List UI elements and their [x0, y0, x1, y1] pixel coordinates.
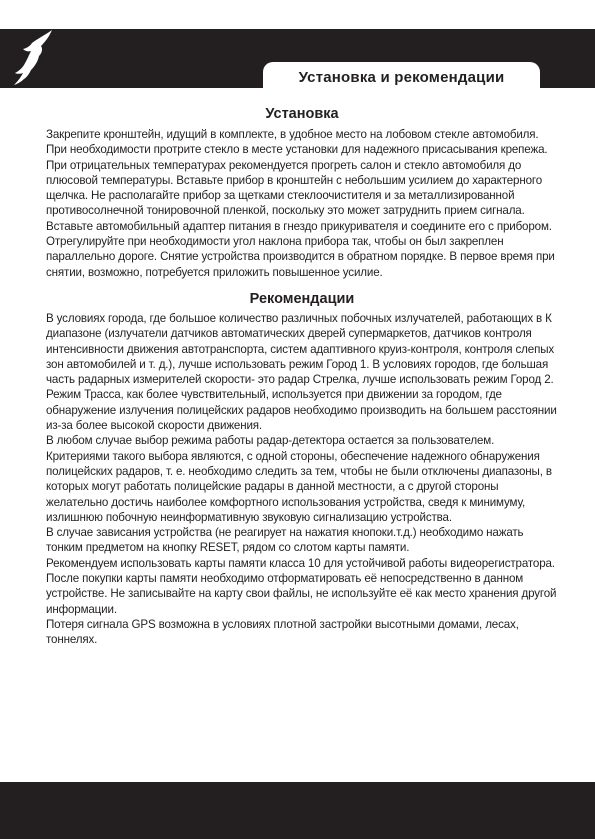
section-title-installation: Установка: [265, 106, 339, 122]
footer-band: [0, 782, 595, 839]
installation-paragraph: Закрепите кронштейн, идущий в комплекте, в удобное место на лобовом стекле автомобиля. При необходимости протрите стекло в месте установки для надежного присасывания крепежа. При отрицательных температурах рекомендуется прогреть салон и стекло автомобиля до плюсовой температуры. Вставьте прибор в кронштейн с небольшим усилием до характерного щелчка. Не располагайте прибор за щетками стеклоочистителя и за металлизированной противосолнечной тонировочной пленкой, поскольку это может затруднить прием сигнала. Вставьте автомобильный адаптер питания в гнездо прикуривателя и соедините его с прибором. Отрегулируйте при необходимости угол наклона прибора так, чтобы он был закреплен параллельно дороге. Снятие устройства производится в обратном порядке. В первое время при снятии, возможно, потребуется приложить повышенное усилие.: [46, 128, 555, 279]
section-title-recommendations: Рекомендации: [249, 290, 355, 307]
page-title: Установка и рекомендации: [298, 69, 505, 86]
recommendation-paragraph: Потеря сигнала GPS возможна в условиях плотной застройки высотными домами, лесах, тоннелях.: [46, 617, 519, 647]
recommendation-paragraph: В любом случае выбор режима работы радар-детектора остается за пользователем. Критериями такого выбора являются, с одной стороны, обеспечение надежного обнаружения полицейских радаров, т. е. необходимо следить за тем, чтобы не были отключены диапазоны, в которых могут работать полицейские радары в данной местности, а с другой стороны желательно достичь наиболее комфортного использования устройства, сведя к минимуму, излишнюю побочную неинформативную звуковую сигнализацию устройства.: [46, 434, 552, 524]
document-body: [46, 106, 558, 648]
recommendation-paragraph: В условиях города, где большое количество различных побочных излучателей, работающих в К диапазоне (излучатели датчиков автоматических дверей супермаркетов, датчиков контроля интенсивности движения автотранспорта, систем адаптивного круиз-контроля, контроля слепых зон автомобилей и т. д.), лучше использовать режим Город 1. В условиях городов, где большая часть радарных измерителей скорости- это радар Стрелка, лучше использовать режим Город 2.: [46, 311, 555, 387]
recommendation-paragraph: В случае зависания устройства (не реагирует на нажатия кнопоки.т.д.) необходимо нажать тонким предметом на кнопку RESET, рядом со слотом карты памяти.: [46, 526, 524, 555]
recommendation-paragraph: Рекомендуем использовать карты памяти класса 10 для устойчивой работы видеорегистратора. После покупки карты памяти необходимо отформатировать её непосредственно в данном устройстве. Не записывайте на карту свои файлы, не используйте её как место хранения другой информации.: [46, 556, 557, 616]
recommendation-paragraph: Режим Трасса, как более чувствительный, используется при движении за городом, где обнаружение излучения полицейских радаров необходимо производить на большем расстоянии из-за более высокой скорости движения.: [46, 388, 557, 433]
eagle-logo-icon: [12, 30, 56, 88]
header-tab: [263, 62, 540, 92]
